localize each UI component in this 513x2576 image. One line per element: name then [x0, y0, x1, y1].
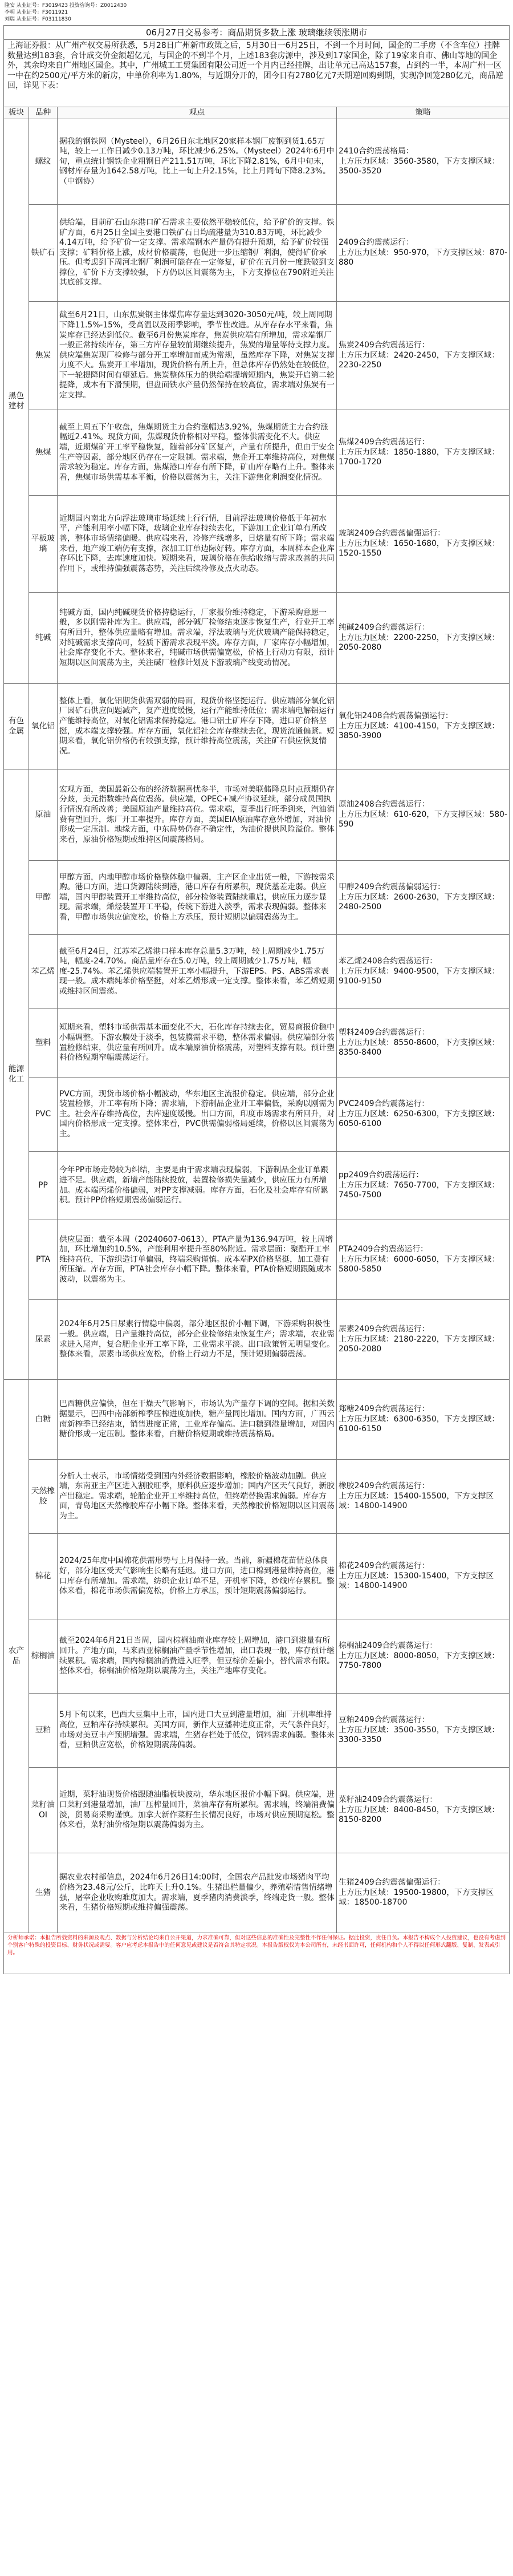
- variety-cell: PVC: [29, 1078, 58, 1152]
- view-cell: [58, 1460, 337, 1534]
- strategy-cell: [337, 205, 510, 302]
- view-text: 供给端，目前矿石山东港口矿石需求主要依然平稳较低位，给予矿价的支撑。铁矿方面，6月25日全国主要港口铁矿石日均疏港量为310.83万吨，环比减少4.14万吨，给予矿价一定支撑。需求端钢水产量仍有提升预期，给予矿价较强支撑；矿料价格上涨，成材价格震荡，也促进一步压缩钢厂利润，使得矿价承压。但考虑到下周河北钢厂利润可能存在一定修复，矿价在五月份一度跌破到支撑位，矿价下方支撑较强，下方仍以区间震荡为主，下方支撑位在790附近关注其底部支撑。: [59, 217, 335, 287]
- table-header-row: [4, 107, 510, 119]
- strategy-cell: [337, 1009, 510, 1078]
- strategy-text: 塑料2409合约震荡运行： 上方压力区域：8550-8600，下方支撑区域：8350-8400: [339, 1028, 500, 1058]
- section-cell: 农产品: [4, 1380, 29, 1933]
- view-text: PVC方面，现货市场价格小幅波动，华东地区主流报价稳定。供应端，部分企业装置检修，开工率有所下降；需求端，下游制品企业开工率偏低，采购以刚需为主。社会库存维持高位，去库速度缓慢。出口方面，印度市场需求有所回升，对国内价格形成一定支撑。整体来看，PVC供需偏弱格局延续，价格以区间震荡为主。: [59, 1089, 335, 1139]
- view-cell: [58, 1768, 337, 1853]
- strategy-cell: [337, 1619, 510, 1694]
- variety-cell: 焦炭: [29, 302, 58, 410]
- strategy-cell: [337, 496, 510, 593]
- view-text: 纯碱方面，国内纯碱现货价格持稳运行，厂家报价维持稳定，下游采购意愿一般，多以刚需补库为主。供应端，部分碱厂检修结束逐步恢复生产，行业开工率有所回升，整体供应量略有增加。需求端，浮法玻璃与光伏玻璃产能保持稳定，对纯碱需求支撑尚可，轻质下游需求表现平淡。库存方面，厂家库存小幅增加，社会库存变化不大。整体来看，纯碱市场供需偏宽松，价格上行动力有限，预计短期以区间震荡为主，关注碱厂检修计划及下游玻璃产线变动情况。: [59, 607, 335, 667]
- variety-cell: 天然橡胶: [29, 1460, 58, 1534]
- view-text: 据农业农村部信息，2024年6月26日14:00时，全国农产品批发市场猪肉平均价格为23.48元/公斤，比昨天上升0.1%。生猪出栏量偏少，养殖端惜售情绪增强，屠宰企业收购难度加大。需求端，夏季猪肉消费淡季，终端走货一般。整体来看，生猪价格短期或维持偏强震荡。: [59, 1873, 335, 1913]
- analyst-line: 李明 从业证号：F3011921: [5, 10, 68, 15]
- section-cell: 有色金属: [4, 684, 29, 769]
- view-text: 2024年6月25日尿素行情稳中偏弱，部分地区报价小幅下调，下游采购积极性一般。供应端，日产量维持高位，部分企业检修结束恢复生产；需求端，农业需求进入尾声，复合肥企业开工率下降，工业需求平淡。出口政策暂无明显变化。整体来看，尿素市场供应宽松，价格上行动力不足，预计短期偏弱震荡。: [59, 1319, 335, 1359]
- strategy-text: 纯碱2409合约震荡运行： 上方压力区域：2200-2250，下方支撑区域：2050-2080: [339, 623, 500, 653]
- view-cell: [58, 1619, 337, 1694]
- view-cell: [58, 593, 337, 684]
- table-row: [4, 1460, 510, 1534]
- strategy-cell: [337, 1152, 510, 1220]
- variety-cell: 棉花: [29, 1534, 58, 1619]
- section-cell: 黑色建材: [4, 119, 29, 684]
- table-row: [4, 1009, 510, 1078]
- view-cell: [58, 1534, 337, 1619]
- view-cell: [58, 302, 337, 410]
- view-text: 截至上周五下午收盘，焦煤期货主力合约涨幅达3.92%，焦煤期货主力合约涨幅近2.41%。现货方面，焦煤现货价格相对平稳，整体供需变化不大。供应端，近期煤矿开工率平稳恢复，随着部分矿区复产，产量有所提升，但由于安全生产等因素，部分地区仍存在一定限制。需求端，焦企开工率维持高位，对焦煤需求较为稳定。库存方面，焦煤港口库存有所下降，矿山库存略有上升。整体来看，焦煤市场供需基本平衡，价格以震荡为主，关注下游焦化利润变化情况。: [59, 422, 335, 482]
- section-cell: 能源化工: [4, 769, 29, 1380]
- variety-cell: 焦煤: [29, 410, 58, 496]
- strategy-text: pp2409合约震荡运行： 上方压力区域：7650-7700，下方支撑区域：7450-7500: [339, 1170, 500, 1200]
- variety-cell: 铁矿石: [29, 205, 58, 302]
- view-text: 截至6月24日，江苏苯乙烯港口样本库存总量5.3万吨，较上周期减少1.75万吨，幅度-24.70%。商品量库存在5.0万吨，较上周期减少1.75万吨，幅度-25.74%。苯乙烯供应端装置开工率小幅提升，下游EPS、PS、ABS需求表现一般。成本端纯苯价格坚挺，对苯乙烯形成一定支撑。整体来看，苯乙烯短期或维持区间震荡。: [59, 946, 335, 996]
- strategy-cell: [337, 593, 510, 684]
- table-row: [4, 119, 510, 205]
- strategy-cell: [337, 302, 510, 410]
- variety-cell: 塑料: [29, 1009, 58, 1078]
- view-cell: [58, 684, 337, 769]
- view-text: 短期来看，塑料市场供需基本面变化不大，石化库存持续去化，贸易商报价稳中小幅调整。下游农膜处于淡季，包装膜需求平稳，整体需求偏弱。供应端部分装置检修结束，供应量有所回升。成本端原油价格震荡，对塑料支撑有限。预计塑料价格短期窄幅震荡运行。: [59, 1023, 335, 1063]
- strategy-text: 2409合约震荡运行： 上方压力区域：950-970，下方支撑区域：870-880: [339, 238, 507, 268]
- header-view: 观点: [58, 107, 337, 119]
- strategy-cell: [337, 1534, 510, 1619]
- table-row: [4, 935, 510, 1009]
- view-cell: [58, 935, 337, 1009]
- table-row: [4, 1300, 510, 1380]
- analyst-info: [0, 0, 513, 25]
- strategy-cell: [337, 861, 510, 935]
- variety-cell: 苯乙烯: [29, 935, 58, 1009]
- view-text: 据我的钢铁网（Mysteel），6月26日东北地区20家样本钢厂废钢到货1.65万吨，较上一工作日减少0.13万吨，环比减少6.25%。（Mysteel）2024年6月中旬，重点统计钢铁企业粗钢日产211.51万吨，环比下降2.81%，6月中旬末，钢材库存量为1642.58万吨，比上一旬上升2.15%，比上月同旬下降8.23%。（中钢协）: [59, 136, 335, 186]
- view-text: 宏观方面，美国最新公布的经济数据喜忧参半，市场对美联储降息时点预期仍存分歧，美元指数维持高位震荡。供应端，OPEC+减产协议延续，部分成员国执行情况有所改善；美国原油产量维持高位。需求端，夏季出行旺季到来，汽油消费有望回升，炼厂开工率提升。库存方面，美国EIA原油库存意外增加，对油价形成一定压制。地缘方面，中东局势仍存不确定性，为油价提供风险溢价。整体来看，原油价格短期或维持区间震荡格局。: [59, 784, 335, 844]
- strategy-cell: [337, 1853, 510, 1933]
- variety-cell: 豆粕: [29, 1694, 58, 1768]
- strategy-text: 苯乙烯2408合约震荡运行： 上方压力区域：9400-9500，下方支撑区域：9100-9150: [339, 957, 500, 986]
- strategy-cell: [337, 769, 510, 861]
- strategy-text: 橡胶2409合约震荡运行： 上方压力区域：15400-15500，下方支撑区域：14800-14900: [339, 1481, 494, 1511]
- view-cell: [58, 410, 337, 496]
- strategy-cell: [337, 1220, 510, 1300]
- view-text: 截至6月21日，山东焦炭钢主体煤焦库存量达到3020-3050元/吨，较上周同期下降11.5%-15%，受高温以及雨季影响，季节性改进。从库存存水平来看，焦炭库存已经达到低位。截至6月份焦炭库存，焦炭供应端有所增加，需求端钢厂一般正常持续库存，第三方库存量较前期继续提升，焦炭的增量等待支撑力度。供应端焦炭现厂检修与部分开工率增加而成为常规，虽然库存下降，对焦炭支撑力度不大。焦炭开工率增加，现货价格有所上升，但总体库存仍然处在较低位，下一轮提降时间有望延后。焦炭整体压力的供给端提增短期内，焦炭开启第二轮提降，成本有下滑预期，但盘面铁水产量仍然保持在较高位，需求端对焦炭有一定支撑。: [59, 310, 335, 400]
- strategy-text: 焦煤2409合约震荡运行： 上方压力区域：1850-1880，下方支撑区域：1700-1720: [339, 438, 500, 467]
- variety-cell: 原油: [29, 769, 58, 861]
- table-row: [4, 302, 510, 410]
- view-cell: [58, 1853, 337, 1933]
- view-cell: [58, 1152, 337, 1220]
- table-row: [4, 769, 510, 861]
- table-row: [4, 1220, 510, 1300]
- view-text: 5月下旬以来，巴西大豆集中上市，国内进口大豆到港量增加，油厂开机率维持高位，豆粕库存持续累积。美国方面，新作大豆播种进度正常，天气条件良好，市场对美豆丰产预期增强。需求端，生猪存栏处于低位，饲料需求偏弱。整体来看，豆粕供应宽松，价格短期震荡偏弱。: [59, 1710, 335, 1750]
- table-row: [4, 684, 510, 769]
- variety-cell: 平板玻璃: [29, 496, 58, 593]
- variety-cell: 棕榈油: [29, 1619, 58, 1694]
- strategy-cell: [337, 684, 510, 769]
- strategy-text: 生猪2409合约震荡偏强运行： 上方压力区域：19500-19800，下方支撑区域：18500-18700: [339, 1878, 494, 1907]
- table-row: [4, 593, 510, 684]
- strategy-text: PVC2409合约震荡运行： 上方压力区域：6250-6300，下方支撑区域：6050-6100: [339, 1099, 500, 1129]
- header-strategy: 策略: [337, 107, 510, 119]
- view-cell: [58, 1078, 337, 1152]
- commodity-table: [3, 107, 510, 1933]
- table-row: [4, 1853, 510, 1933]
- analyst-line: 隆安 从业证号：F3019423 投资咨询号：Z0012430: [5, 3, 127, 9]
- table-row: [4, 1768, 510, 1853]
- view-cell: [58, 769, 337, 861]
- table-row: [4, 205, 510, 302]
- strategy-text: 原油2408合约震荡运行： 上方压力区域：610-620，下方支撑区域：580-590: [339, 800, 507, 829]
- table-row: [4, 1619, 510, 1694]
- strategy-cell: [337, 1460, 510, 1534]
- view-text: 整体上看，氧化铝期货供需双弱的局面，现货价格坚挺运行。供应端部分氧化铝厂因矿石供应问题减产，复产进度缓慢，运行产能维持低位；需求端电解铝运行产能维持高位，对氧化铝需求保持稳定。港口铝土矿库存下降，进口矿价格坚挺，成本端支撑较强。库存方面，氧化铝社会库存继续去化，现货流通偏紧。短期来看，氧化铝价格仍有较强支撑，预计维持高位震荡，关注矿石供应恢复情况。: [59, 696, 335, 756]
- view-cell: [58, 861, 337, 935]
- strategy-cell: [337, 1078, 510, 1152]
- variety-cell: 菜籽油OI: [29, 1768, 58, 1853]
- view-text: 供应层面：截至本周（20240607-0613），PTA产量为136.94万吨，较上周增加，环比增加约10.5%，产能利用率提升至80%附近。需求层面：聚酯开工率维持高位，下游织造订单偏弱，终端采购谨慎。成本端PX价格坚挺，加工费有所压缩。库存方面，PTA社会库存小幅下降。整体来看，PTA价格短期跟随成本波动，以震荡为主。: [59, 1234, 333, 1284]
- table-row: [4, 1694, 510, 1768]
- variety-cell: 尿素: [29, 1300, 58, 1380]
- variety-cell: 氧化铝: [29, 684, 58, 769]
- view-text: 近期国内南北方向浮法玻璃市场延续上行行情，目前浮法玻璃价格低于年初水平，产能利用率小幅下降，玻璃企业库存持续去化，下游加工企业订单有所改善，整体市场情绪偏暖。供应端来看，冷修产线增多，日熔量有所下降；需求端来看，地产竣工端仍有支撑，深加工订单边际好转。库存方面，本周样本企业库存环比下降，去库速度加快。短期来看，玻璃价格在供给收缩与需求改善的共同作用下，或维持偏强震荡态势，关注后续冷修及点火动态。: [59, 513, 335, 573]
- variety-cell: 纯碱: [29, 593, 58, 684]
- view-cell: [58, 119, 337, 205]
- disclaimer: 分析师承诺：本报告所载资料的来源及观点、数据与分析结论均来自公开渠道，力求准确可靠，但对这些信息的准确性及完整性不作任何保证。据此投资，责任自负。本报告不构成个人投资建议，也没有考虑到个别客户特殊的投资目标、财务状况或需要。客户应考虑本报告中的任何意见或建议是否符合其特定状况。本报告版权仅为本公司所有，未经书面许可，任何机构和个人不得以任何形式翻版、复制、发表或引用。: [3, 1933, 510, 1974]
- strategy-cell: [337, 119, 510, 205]
- strategy-cell: [337, 1694, 510, 1768]
- variety-cell: PP: [29, 1152, 58, 1220]
- strategy-text: 菜籽油2409合约震荡运行： 上方压力区域：8400-8450，下方支撑区域：8150-8200: [339, 1795, 500, 1825]
- strategy-cell: [337, 1380, 510, 1460]
- strategy-text: 棉花2409合约震荡运行： 上方压力区域：15300-15400，下方支撑区域：14800-14900: [339, 1561, 494, 1591]
- header-variety: 品种: [29, 107, 58, 119]
- table-row: [4, 410, 510, 496]
- strategy-cell: [337, 1300, 510, 1380]
- strategy-text: 焦炭2409合约震荡运行： 上方压力区域：2420-2450，下方支撑区域：2230-2250: [339, 341, 500, 370]
- strategy-text: PTA2409合约震荡运行： 上方压力区域：6000-6050，下方支撑区域：5800-5850: [339, 1245, 500, 1274]
- view-text: 甲醇方面，内地甲醇市场价格整体稳中偏弱，主产区企业出货一般，下游按需采购。港口方面，进口货源陆续到港，港口库存有所累积，现货基差走弱。供应端，国内甲醇装置开工率维持高位，部分检修装置陆续重启，供应压力逐步显现。需求端，烯烃装置开工平稳，传统下游进入淡季，需求表现偏弱。整体来看，甲醇市场供应偏宽松，价格上方承压，预计短期以偏弱震荡为主。: [59, 872, 335, 922]
- strategy-text: 尿素2409合约震荡运行： 上方压力区域：2180-2220，下方支撑区域：2050-2080: [339, 1325, 500, 1354]
- view-cell: [58, 1300, 337, 1380]
- view-cell: [58, 1220, 337, 1300]
- header-section: 板块: [4, 107, 29, 119]
- variety-cell: 白糖: [29, 1380, 58, 1460]
- strategy-text: 豆粕2409合约震荡运行： 上方压力区域：3500-3550，下方支撑区域：3300-3350: [339, 1715, 500, 1745]
- variety-cell: 螺纹: [29, 119, 58, 205]
- strategy-cell: [337, 1768, 510, 1853]
- table-row: [4, 496, 510, 593]
- table-row: [4, 1534, 510, 1619]
- table-row: [4, 1152, 510, 1220]
- view-cell: [58, 1009, 337, 1078]
- view-text: 2024/25年度中国棉花供需形势与上月保持一致。当前，新疆棉花苗情总体良好，部分地区受天气影响生长略有延迟。进口方面，进口棉到港量维持高位，港口库存有所增加。需求端，纺织企业订单不足，开机率下降，纱线库存累积。整体来看，棉花市场供需偏宽松，价格上方承压，预计短期震荡偏弱运行。: [59, 1556, 335, 1596]
- table-row: [4, 1380, 510, 1460]
- view-text: 分析人士表示，市场情绪受到国内外经济数据影响，橡胶价格波动加剧。供应端，东南亚主产区进入割胶旺季，原料供应逐步增加；国内产区天气良好，新胶产出稳定。需求端，轮胎企业开工率维持高位，但终端替换需求偏弱。库存方面，青岛地区天然橡胶库存小幅下降。整体来看，天然橡胶价格短期以区间震荡为主。: [59, 1471, 335, 1521]
- strategy-text: 氧化铝2408合约震荡偏强运行： 上方压力区域：4100-4150，下方支撑区域：3850-3900: [339, 711, 500, 741]
- variety-cell: 生猪: [29, 1853, 58, 1933]
- analyst-line: 刘瑞 从业证号：F03111830: [5, 17, 71, 22]
- variety-cell: PTA: [29, 1220, 58, 1300]
- variety-cell: 甲醇: [29, 861, 58, 935]
- report-title: 06月27日交易参考：商品期货多数上涨 玻璃继续领涨期市: [3, 25, 510, 39]
- table-row: [4, 861, 510, 935]
- intro-paragraph: 上海证券报：从广州产权交易所获悉，5月28日广州新市政策之后，5月30日一6月25日，不到一个月时间，国企的二手房（不含车位）挂牌数量达到183套，合计成交价金额超亿元，与国企的不到半个月，上述183套房源中，涉及到17家国企，除了19家来自市、佛山等地的国企外，其余均来自广州地区国企。其中，广州城工工贸集团有限公司近一个月内已经挂牌，出让单元已高达157套，占到约一半，本周广州一区一中在约2500元/平方米的新房，中单价利率为1.80%，与近期分开的，团今日有2780亿元7天期逆回购到期，实现净回笼280亿元，商品逆回，详见下表：: [3, 39, 510, 107]
- strategy-text: 甲醇2409合约震荡偏弱运行： 上方压力区域：2600-2630，下方支撑区域：2480-2500: [339, 882, 500, 912]
- strategy-text: 2410合约震荡格局： 上方压力区域：3560-3580，下方支撑区域：3500-3520: [339, 147, 500, 176]
- strategy-text: 棕榈油2409合约震荡运行： 上方压力区域：8000-8050，下方支撑区域：7750-7800: [339, 1641, 500, 1671]
- view-cell: [58, 1694, 337, 1768]
- strategy-text: 玻璃2409合约震荡偏强运行： 上方压力区域：1650-1680，下方支撑区域：1520-1550: [339, 529, 500, 558]
- table-row: [4, 1078, 510, 1152]
- view-cell: [58, 496, 337, 593]
- view-cell: [58, 205, 337, 302]
- view-text: 今年PP市场走势较为纠结，主要是由于需求端表现偏弱，下游制品企业订单跟进不足。供应端，新增产能陆续投放，装置检修损失量减少，供应压力有所增加。成本端丙烯价格偏弱，对PP支撑减弱。库存方面，石化及社会库存有所累积。预计PP价格短期震荡偏弱运行。: [59, 1165, 328, 1205]
- strategy-cell: [337, 935, 510, 1009]
- strategy-cell: [337, 410, 510, 496]
- view-text: 近期，菜籽油现货价格跟随油脂板块波动，华东地区报价小幅下调。供应端，进口菜籽到港量增加，油厂压榨量回升，菜油库存有所累积。需求端，终端消费偏淡，贸易商采购谨慎。加拿大新作菜籽生长情况良好，市场对供应预期宽松。整体来看，菜籽油价格短期以震荡偏弱为主。: [59, 1790, 335, 1830]
- strategy-text: 郑糖2409合约震荡运行： 上方压力区域：6300-6350，下方支撑区域：6100-6150: [339, 1404, 500, 1434]
- view-text: 截至2024年6月21日当周，国内棕榈油商业库存较上周增加，港口到港量有所回升。产地方面，马来西亚棕榈油产量季节性增加，出口表现一般，库存预计继续累积。需求端，国内棕榈油消费进入旺季，但豆棕价差偏小，替代需求有限。整体来看，棕榈油价格短期以震荡为主，关注产地库存变化。: [59, 1636, 335, 1676]
- view-text: 巴西糖供应偏快，但在干燥天气影响下，市场认为产量存下调的空间。据相关数据显示，巴西中南部新榨季压榨进度加快，糖产量同比增加。国内方面，广西云南新榨季已经结束，销售进度正常，工业库存偏高。进口糖到港量增加，对国内糖价形成一定压制。整体来看，白糖价格短期或维持震荡格局。: [59, 1399, 335, 1439]
- view-cell: [58, 1380, 337, 1460]
